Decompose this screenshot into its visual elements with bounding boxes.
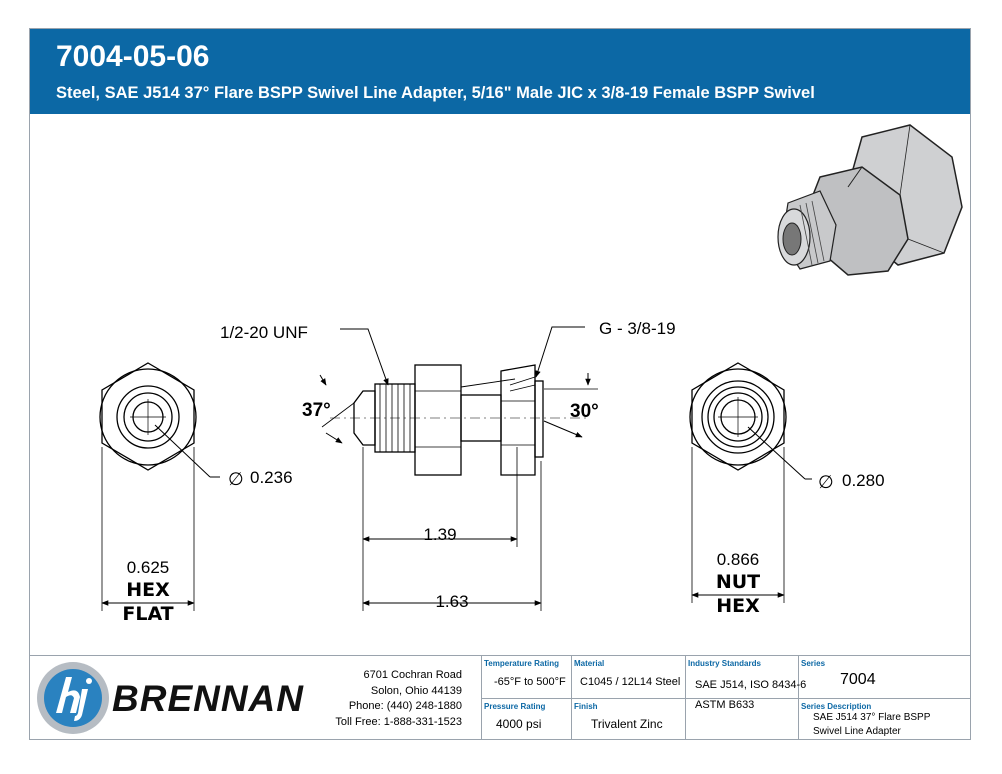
series-value: 7004 — [840, 671, 876, 688]
temperature-label: Temperature Rating — [484, 659, 559, 668]
standards-value1: SAE J514, ISO 8434-6 — [695, 679, 807, 691]
diameter-left-value: 0.236 — [250, 468, 293, 487]
thread-female-label: G - 3/8-19 — [599, 319, 676, 338]
hex-left-line1: HEX — [126, 579, 170, 601]
thread-male-label: 1/2-20 UNF — [220, 323, 308, 342]
spec-sheet — [29, 28, 971, 740]
brennan-logo-icon — [34, 659, 112, 737]
length-overall-value: 1.63 — [435, 592, 469, 611]
address-line1: 6701 Cochran Road — [363, 669, 462, 681]
standards-label: Industry Standards — [688, 659, 761, 668]
title-block — [30, 655, 970, 740]
address-line2: Solon, Ohio 44139 — [370, 684, 462, 697]
pressure-value: 4000 psi — [496, 717, 542, 731]
technical-drawing — [30, 29, 970, 655]
material-label: Material — [574, 659, 605, 668]
temperature-value: -65°F to 500°F — [494, 676, 566, 688]
finish-label: Finish — [574, 702, 598, 711]
fitting-3d-image — [778, 125, 962, 275]
standards-value2: ASTM B633 — [695, 699, 755, 711]
diameter-symbol-right: ∅ — [818, 472, 834, 492]
hex-left-value: 0.625 — [126, 558, 170, 577]
material-value: C1045 / 12L14 Steel — [580, 676, 681, 688]
pressure-label: Pressure Rating — [484, 702, 546, 711]
part-number: 7004-05-06 — [56, 40, 210, 73]
brand-name: BRENNAN — [112, 678, 304, 719]
finish-value: Trivalent Zinc — [591, 717, 663, 731]
hex-left-line2: FLAT — [122, 603, 174, 625]
angle-female-label: 30° — [570, 401, 599, 422]
series-description-label: Series Description — [801, 702, 872, 711]
side-view — [320, 327, 598, 611]
length-inner-value: 1.39 — [423, 525, 457, 544]
series-description-line1: SAE J514 37° Flare BSPP — [813, 712, 931, 723]
phone: Phone: (440) 248-1880 — [348, 700, 462, 712]
diameter-symbol-left: ∅ — [228, 469, 244, 489]
series-label: Series — [801, 659, 826, 668]
toll-free: Toll Free: 1-888-331-1523 — [335, 715, 462, 728]
company-address — [335, 668, 462, 730]
part-description: Steel, SAE J514 37° Flare BSPP Swivel Line Adapter, 5/16" Male JIC x 3/8-19 Female BSPP Swivel — [56, 84, 815, 102]
diameter-right-value: 0.280 — [842, 471, 885, 490]
hex-right-line2: HEX — [716, 595, 760, 617]
angle-male-label: 37° — [302, 400, 331, 421]
hex-right-line1: NUT — [715, 571, 761, 593]
hex-right-value: 0.866 — [716, 550, 760, 569]
series-description-line2: Swivel Line Adapter — [813, 726, 901, 737]
